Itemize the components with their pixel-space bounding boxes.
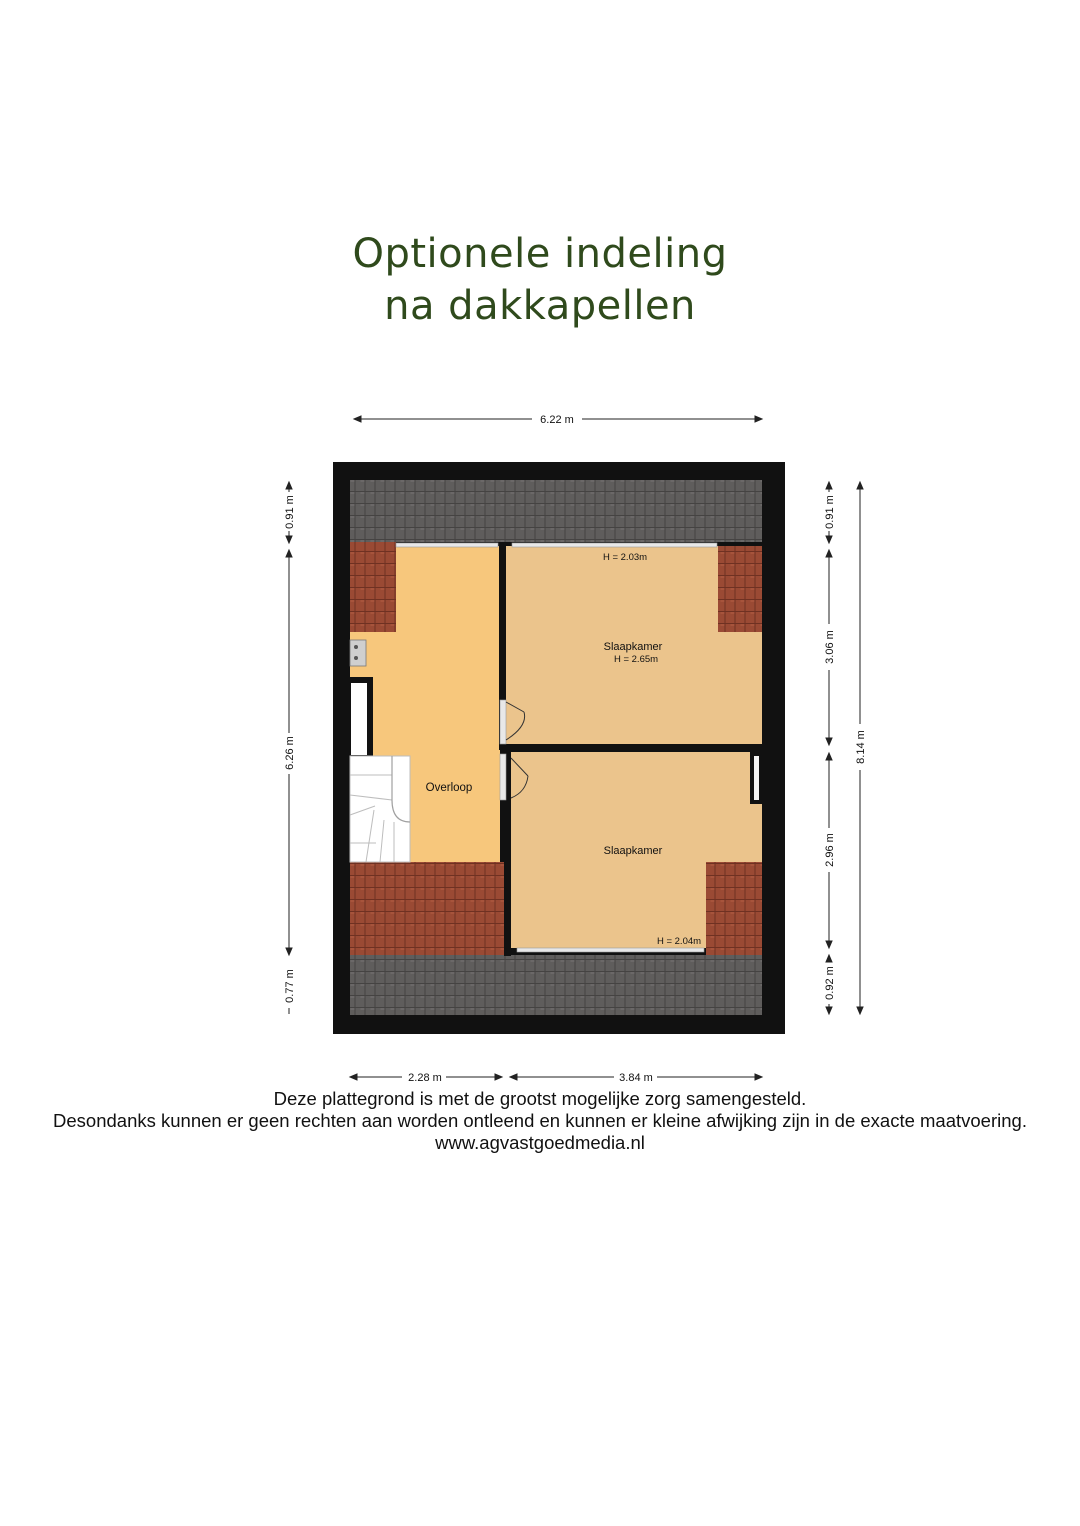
- plan-title-line2: na dakkapellen: [384, 283, 696, 329]
- window-slaapkamer-bottom: [517, 948, 704, 952]
- dimension-left-middle-label: 6.26 m: [284, 736, 296, 770]
- dimension-right-upper-label: 3.06 m: [824, 630, 836, 664]
- roof-top: [350, 480, 762, 542]
- room-label-overloop: Overloop: [425, 782, 473, 794]
- window-slaapkamer-top: [512, 543, 717, 547]
- roof-right-upper: [718, 546, 762, 632]
- room-height-dormer-bottom: H = 2.04m: [656, 936, 702, 947]
- dimension-right-lower-label: 2.96 m: [824, 833, 836, 867]
- dimension-top-label: 6.22 m: [540, 414, 574, 426]
- wall-right-stub-inner: [754, 756, 759, 800]
- roof-right-lower: [706, 862, 762, 955]
- boiler-knob: [354, 656, 358, 660]
- window-overloop: [396, 543, 498, 547]
- dimension-right-total-label: 8.14 m: [855, 730, 867, 764]
- dimension-bottom-right-label: 3.84 m: [619, 1072, 653, 1084]
- roof-left-lower: [350, 862, 505, 955]
- disclaimer-line1: Deze plattegrond is met de grootst mogelijke zorg samengesteld.: [273, 1088, 807, 1109]
- plan-title-line1: Optionele indeling: [352, 231, 728, 277]
- room-label-slaapkamer-bottom: Slaapkamer: [603, 845, 663, 857]
- dimension-right-inner: [826, 482, 832, 1014]
- room-label-slaapkamer-top: Slaapkamer: [603, 641, 663, 653]
- dimension-left-bottom-label: 0.77 m: [284, 969, 296, 1003]
- room-height-slaapkamer-top: H = 2.65m: [613, 654, 659, 665]
- roof-bottom: [350, 955, 762, 1015]
- disclaimer: [0, 1088, 1080, 1154]
- staircase: [350, 756, 410, 862]
- boiler-knob: [354, 645, 358, 649]
- dimension-right-bottom-label: 0.92 m: [824, 966, 836, 1000]
- room-height-dormer-top: H = 2.03m: [602, 552, 648, 563]
- dimension-bottom-left-label: 2.28 m: [408, 1072, 442, 1084]
- wall-horizontal: [506, 744, 762, 751]
- dimension-right-top-label: 0.91 m: [824, 495, 836, 529]
- dimension-left-top-label: 0.91 m: [284, 495, 296, 529]
- niche-cabinet-inner: [351, 683, 367, 755]
- roof-left-upper: [350, 542, 396, 632]
- door-frame-top: [500, 700, 506, 744]
- boiler-unit: [350, 640, 366, 666]
- disclaimer-line2: Desondanks kunnen er geen rechten aan worden ontleend en kunnen er kleine afwijking zijn in de exacte maatvoering.: [53, 1110, 1027, 1131]
- door-frame-bottom: [500, 754, 506, 800]
- disclaimer-website: www.agvastgoedmedia.nl: [435, 1132, 645, 1153]
